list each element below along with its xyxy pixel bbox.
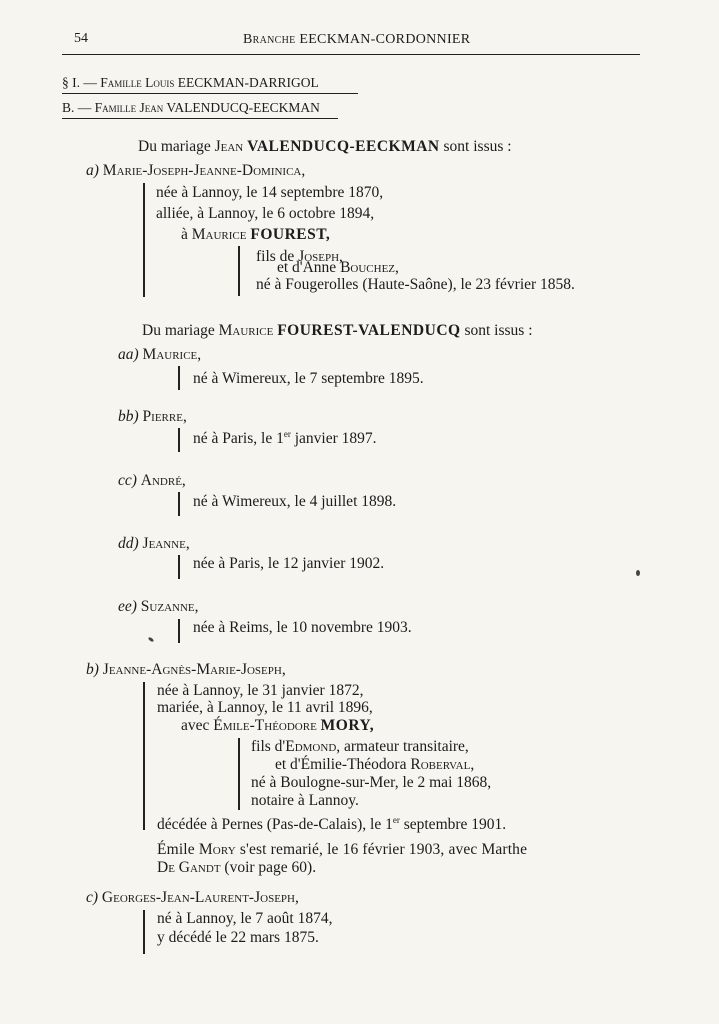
child-b-married: mariée, à Lannoy, le 11 avril 1896, (157, 699, 373, 716)
grandchild-ee-name: ee) Suzanne, (118, 598, 199, 615)
intro-2: Du mariage Maurice FOUREST-VALENDUCQ sont issus : (142, 322, 533, 339)
child-b-born: née à Lannoy, le 31 janvier 1872, (157, 682, 364, 699)
spouse-b-mother: et d'Émilie-Théodora Roberval, (275, 756, 475, 773)
section-heading-b: B. — Famille Jean VALENDUCQ-EECKMAN (62, 100, 320, 115)
child-a-born: née à Lannoy, le 14 septembre 1870, (156, 184, 384, 201)
child-b-note-line-1: Émile Mory s'est remarié, le 16 février 1903, avec Marthe (157, 841, 528, 858)
grandchild-cc-born: né à Wimereux, le 4 juillet 1898. (193, 493, 397, 510)
child-b-died: décédée à Pernes (Pas-de-Calais), le 1er septembre 1901. (157, 815, 507, 833)
grandchild-aa-bracket (178, 366, 180, 390)
spouse-b-father: fils d'Edmond, armateur transitaire, (251, 738, 469, 755)
grandchild-bb-name: bb) Pierre, (118, 408, 187, 425)
child-c-name: c) Georges-Jean-Laurent-Joseph, (86, 889, 299, 906)
child-a-married: alliée, à Lannoy, le 6 octobre 1894, (156, 205, 375, 222)
child-a-spouse: à Maurice FOUREST, (181, 226, 331, 243)
grandchild-dd-name: dd) Jeanne, (118, 535, 190, 552)
grandchild-bb-bracket (178, 428, 180, 452)
spouse-b-job: notaire à Lannoy. (251, 792, 359, 809)
grandchild-aa-name: aa) Maurice, (118, 346, 202, 363)
child-c-died: y décédé le 22 mars 1875. (157, 929, 319, 946)
scan-speck (148, 637, 155, 643)
spouse-a-mother: et d'Anne Bouchez, (277, 259, 399, 276)
grandchild-dd-born: née à Paris, le 12 janvier 1902. (193, 555, 385, 572)
section-b-underline (62, 118, 338, 119)
spouse-a-born: né à Fougerolles (Haute-Saône), le 23 février 1858. (256, 276, 575, 293)
spouse-a-bracket (238, 246, 240, 296)
header-rule (62, 54, 640, 55)
grandchild-aa-born: né à Wimereux, le 7 septembre 1895. (193, 370, 424, 387)
child-b-name: b) Jeanne-Agnès-Marie-Joseph, (86, 661, 286, 678)
child-c-born: né à Lannoy, le 7 août 1874, (157, 910, 333, 927)
spouse-b-born: né à Boulogne-sur-Mer, le 2 mai 1868, (251, 774, 492, 791)
spouse-a-father: fils de Joseph, (256, 248, 343, 265)
child-b-bracket (143, 682, 145, 830)
child-c-bracket (143, 910, 145, 954)
intro-1: Du mariage Jean VALENDUCQ-EECKMAN sont issus : (138, 138, 512, 155)
grandchild-bb-born: né à Paris, le 1er janvier 1897. (193, 429, 377, 447)
child-b-note-line-2: De Gandt (voir page 60). (157, 859, 317, 876)
grandchild-ee-bracket (178, 619, 180, 643)
section-heading-1: § I. — Famille Louis EECKMAN-DARRIGOL (62, 75, 319, 90)
grandchild-cc-bracket (178, 492, 180, 516)
scan-speck (636, 570, 640, 576)
grandchild-ee-born: née à Reims, le 10 novembre 1903. (193, 619, 412, 636)
running-title: Branche EECKMAN-CORDONNIER (243, 32, 471, 47)
grandchild-cc-name: cc) André, (118, 472, 186, 489)
section-1-underline (62, 93, 358, 94)
child-a-name: a) Marie-Joseph-Jeanne-Dominica, (86, 162, 306, 179)
spouse-b-bracket (238, 738, 240, 810)
grandchild-dd-bracket (178, 555, 180, 579)
child-a-bracket (143, 183, 145, 297)
child-b-spouse: avec Émile-Théodore MORY, (181, 717, 375, 734)
page-number: 54 (74, 31, 88, 46)
